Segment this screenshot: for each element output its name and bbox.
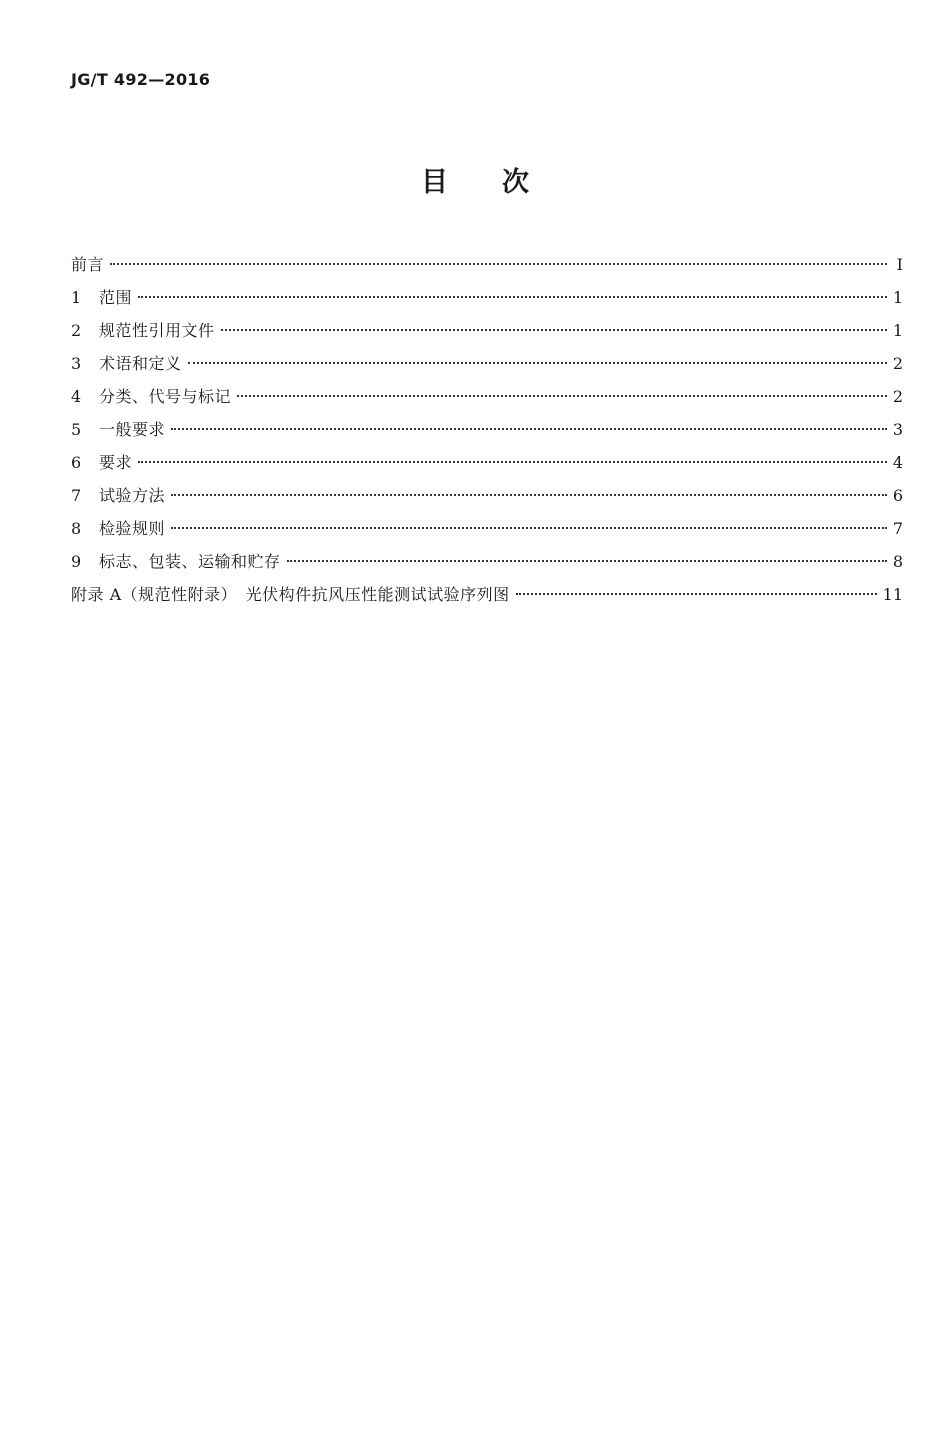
toc-label: 要求 [99, 453, 133, 472]
page-title: 目次 [421, 167, 583, 198]
toc-label: 附录 A（规范性附录） 光伏构件抗风压性能测试试验序列图 [71, 585, 510, 604]
toc-page-number: 2 [892, 387, 903, 406]
toc-section-number: 8 [71, 519, 82, 538]
toc-leader-dots [287, 560, 887, 562]
toc-label: 术语和定义 [99, 354, 182, 373]
toc-leader-dots [171, 428, 887, 430]
toc-leader-dots [188, 362, 887, 364]
toc-leader-dots [516, 593, 877, 595]
toc-leader-dots [138, 461, 887, 463]
toc-label: 试验方法 [99, 486, 166, 505]
toc-label: 规范性引用文件 [99, 321, 215, 340]
toc-section-number: 2 [71, 321, 82, 340]
toc-page-number: Ⅰ [896, 255, 903, 274]
toc-page-number: 3 [892, 420, 903, 439]
standard-code: JG/T 492—2016 [71, 70, 211, 89]
toc-entry-4[interactable] [71, 380, 903, 413]
toc-section-number: 6 [71, 453, 82, 472]
toc-leader-dots [171, 527, 887, 529]
table-of-contents [71, 248, 903, 611]
toc-entry-7[interactable] [71, 479, 903, 512]
toc-label: 分类、代号与标记 [99, 387, 232, 406]
toc-page-number: 4 [892, 453, 903, 472]
toc-page-number: 8 [892, 552, 903, 571]
toc-entry-1[interactable] [71, 281, 903, 314]
toc-leader-dots [171, 494, 887, 496]
toc-leader-dots [237, 395, 887, 397]
toc-entry-6[interactable] [71, 446, 903, 479]
toc-leader-dots [110, 263, 887, 265]
toc-leader-dots [138, 296, 887, 298]
toc-entry-foreword[interactable] [71, 248, 903, 281]
toc-section-number: 3 [71, 354, 82, 373]
toc-page-number: 11 [882, 585, 903, 604]
toc-label: 前言 [71, 255, 105, 274]
toc-page-number: 1 [892, 288, 903, 307]
toc-page-number: 7 [892, 519, 903, 538]
toc-entry-annex-a[interactable] [71, 578, 903, 611]
toc-leader-dots [221, 329, 887, 331]
toc-label: 一般要求 [99, 420, 166, 439]
toc-page-number: 1 [892, 321, 903, 340]
toc-section-number: 9 [71, 552, 82, 571]
toc-page-number: 6 [892, 486, 903, 505]
toc-entry-2[interactable] [71, 314, 903, 347]
toc-label: 范围 [99, 288, 133, 307]
toc-entry-5[interactable] [71, 413, 903, 446]
toc-section-number: 1 [71, 288, 82, 307]
toc-section-number: 7 [71, 486, 82, 505]
toc-label: 检验规则 [99, 519, 166, 538]
toc-section-number: 4 [71, 387, 82, 406]
toc-entry-9[interactable] [71, 545, 903, 578]
toc-section-number: 5 [71, 420, 82, 439]
toc-label: 标志、包装、运输和贮存 [99, 552, 281, 571]
toc-page-number: 2 [892, 354, 903, 373]
toc-entry-8[interactable] [71, 512, 903, 545]
toc-entry-3[interactable] [71, 347, 903, 380]
